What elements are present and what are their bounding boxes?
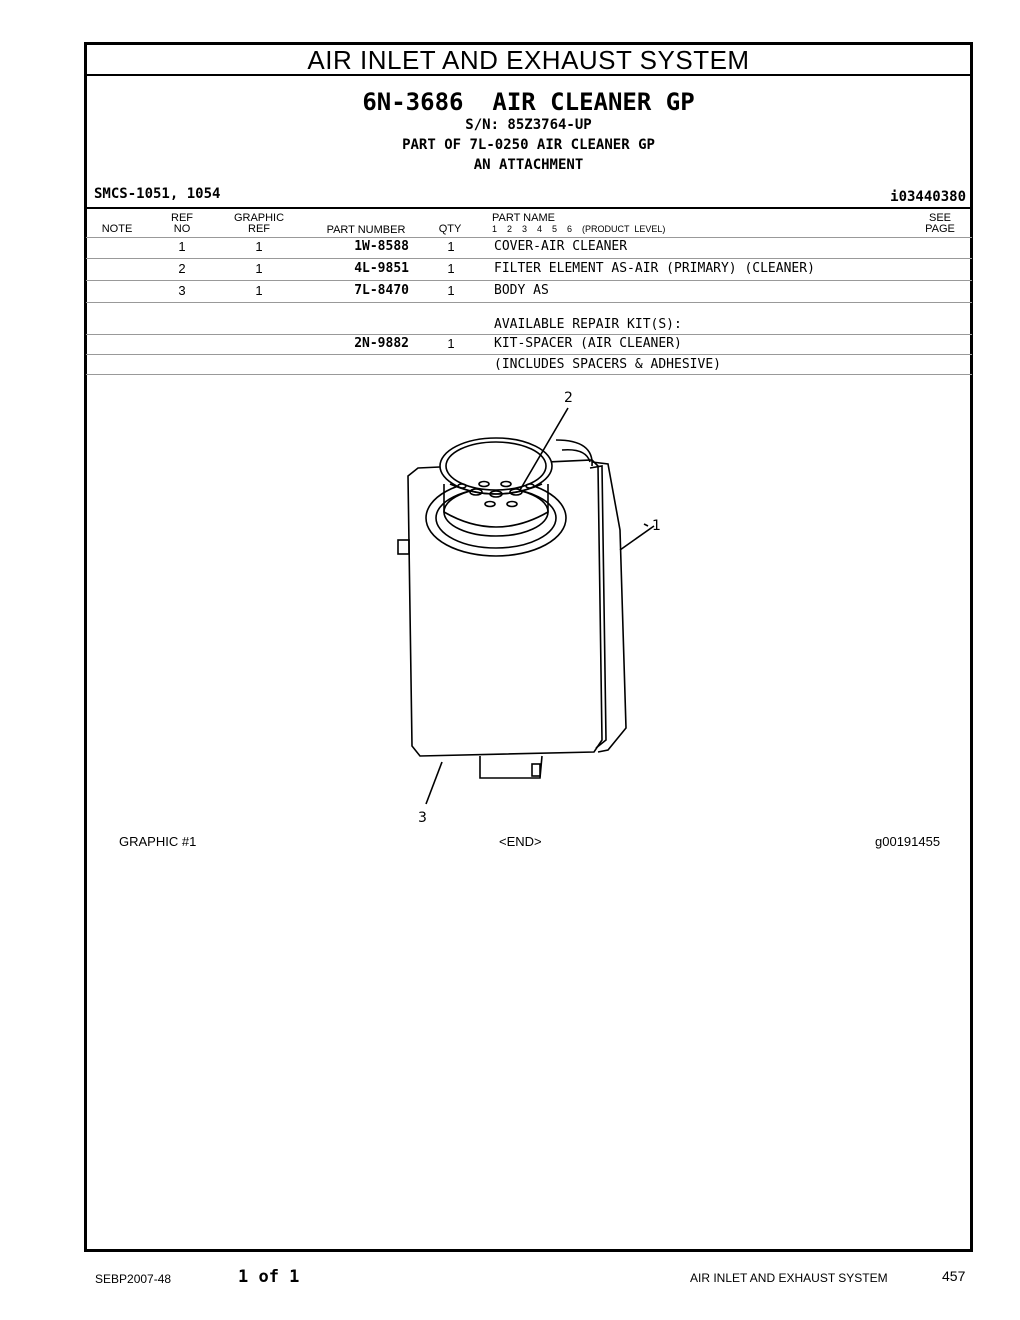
row-divider — [86, 334, 972, 335]
smcs-codes: SMCS-1051, 1054 — [94, 186, 221, 202]
graphic-ref: 1 — [255, 283, 263, 298]
col-see-page-line1: SEE — [928, 212, 951, 224]
graphic-ref: 1 — [255, 239, 263, 254]
col-part-number: PART NUMBER — [326, 224, 406, 236]
row-divider — [86, 302, 972, 303]
part-name: BODY AS — [494, 283, 549, 298]
serial-number: S/N: 85Z3764-UP — [465, 117, 592, 133]
row-divider — [86, 280, 972, 281]
part-number: 7L-8470 — [354, 283, 409, 298]
doc-id: SEBP2007-48 — [95, 1272, 172, 1286]
col-ref-no-line1: REF — [171, 212, 193, 224]
col-graphic-ref-line2: REF — [248, 223, 270, 235]
graphic-id: g00191455 — [875, 834, 941, 849]
col-note: NOTE — [101, 223, 133, 235]
part-number: 1W-8588 — [354, 239, 409, 254]
quantity: 1 — [447, 239, 455, 254]
repair-kit-note: (INCLUDES SPACERS & ADHESIVE) — [494, 357, 721, 372]
header-divider — [86, 207, 972, 209]
footer-section: AIR INLET AND EXHAUST SYSTEM — [690, 1271, 888, 1285]
part-number: 2N-9882 — [354, 336, 409, 351]
col-see-page-line2: PAGE — [925, 223, 955, 235]
col-part-name: PART NAME — [492, 212, 555, 224]
quantity: 1 — [447, 336, 455, 351]
ref-no: 3 — [178, 283, 186, 298]
callout-1: 1 — [652, 518, 661, 534]
illustration-id: i03440380 — [890, 189, 966, 205]
quantity: 1 — [447, 261, 455, 276]
row-divider — [86, 258, 972, 259]
row-divider — [86, 237, 972, 238]
ref-no: 1 — [178, 239, 186, 254]
callout-3: 3 — [418, 810, 427, 826]
part-name: FILTER ELEMENT AS-AIR (PRIMARY) (CLEANER) — [494, 261, 815, 276]
page-number: 457 — [942, 1268, 966, 1284]
col-graphic-ref-line1: GRAPHIC — [233, 212, 285, 224]
ref-no: 2 — [178, 261, 186, 276]
system-title: AIR INLET AND EXHAUST SYSTEM — [84, 45, 973, 76]
row-divider — [86, 354, 972, 355]
page-of: 1 of 1 — [238, 1267, 300, 1287]
part-name: KIT-SPACER (AIR CLEANER) — [494, 336, 682, 351]
col-ref-no-line2: NO — [173, 223, 191, 235]
part-name: COVER-AIR CLEANER — [494, 239, 628, 254]
repair-kit-heading: AVAILABLE REPAIR KIT(S): — [494, 317, 682, 332]
air-cleaner-illustration — [380, 380, 680, 830]
graphic-label: GRAPHIC #1 — [119, 834, 197, 849]
part-number: 4L-9851 — [354, 261, 409, 276]
part-of-line: PART OF 7L-0250 AIR CLEANER GP — [402, 137, 655, 153]
group-title: 6N-3686 AIR CLEANER GP — [362, 88, 695, 116]
callout-2: 2 — [564, 390, 573, 406]
col-product-level: 1 2 3 4 5 6 (PRODUCT LEVEL) — [492, 224, 666, 234]
end-marker: <END> — [499, 834, 542, 849]
row-divider — [86, 374, 972, 375]
graphic-ref: 1 — [255, 261, 263, 276]
quantity: 1 — [447, 283, 455, 298]
attachment-line: AN ATTACHMENT — [473, 157, 584, 173]
col-qty: QTY — [438, 223, 462, 235]
